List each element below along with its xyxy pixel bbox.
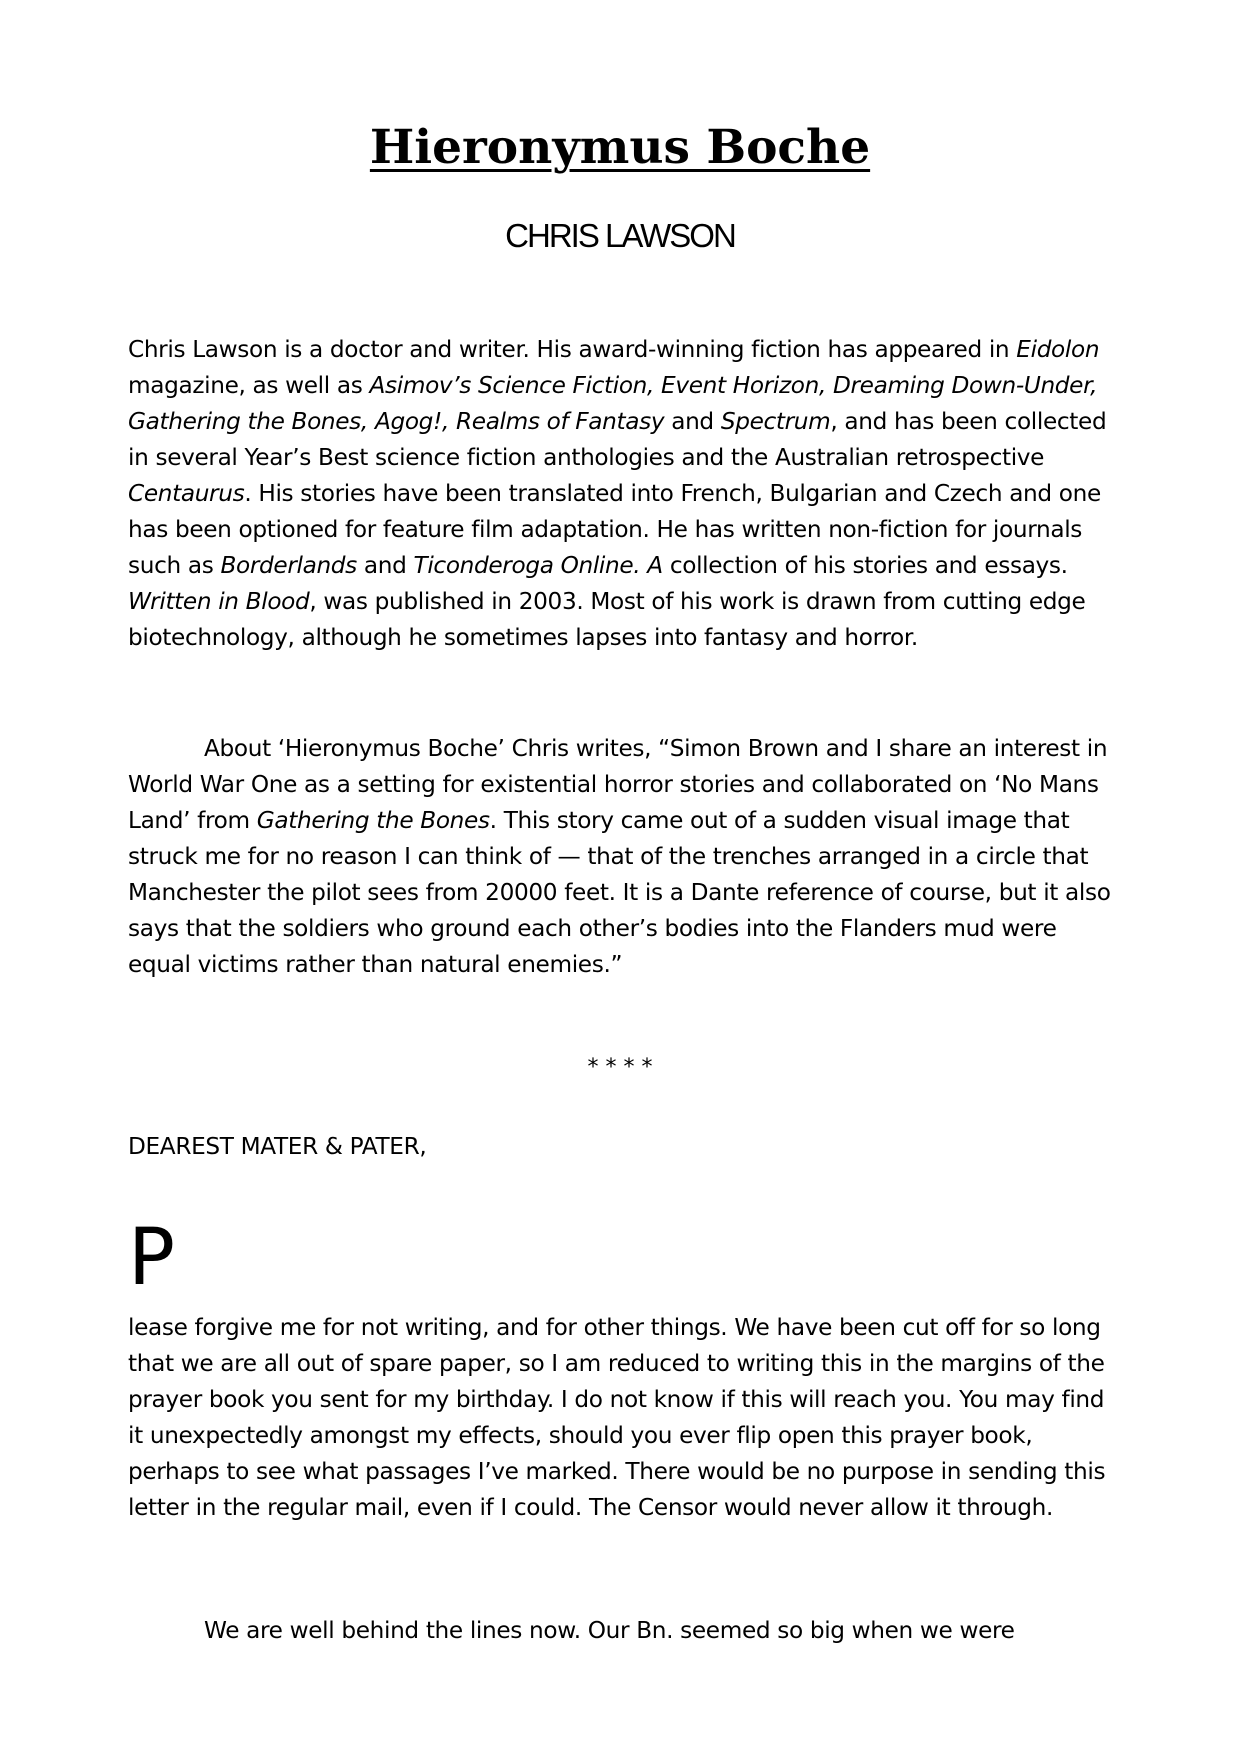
letter-salutation: DEAREST MATER & PATER, bbox=[128, 1133, 427, 1160]
bio-text: and bbox=[664, 408, 721, 435]
story-note-paragraph bbox=[128, 731, 1118, 983]
bio-text: , was published in 2003. Most of his work is drawn from cutting edge biotechnology, although he sometimes lapses into fantasy and horror. bbox=[128, 588, 1086, 651]
note-text: About ‘Hieronymus Boche’ Chris writes, “Simon Brown and I share an interest in World War One as a setting for existential horror stories and collaborated on ‘No Mans Land’ from bbox=[128, 735, 1108, 834]
drop-cap: P bbox=[128, 1213, 176, 1303]
story-title: Hieronymus Boche bbox=[369, 120, 871, 175]
bio-text: . His stories have been translated into French, Bulgarian and Czech and one has been optioned for feature film adaptation. He has written non-fiction for journals such as bbox=[128, 480, 1101, 579]
note-title-italic: Gathering the Bones bbox=[256, 807, 490, 834]
bio-text: , and has been collected in several Year’s Best science fiction anthologies and the Australian retrospective bbox=[128, 408, 1107, 471]
author-bio-paragraph bbox=[128, 332, 1118, 656]
letter-paragraph-1: lease forgive me for not writing, and for other things. We have been cut off for so long that we are all out of spare paper, so I am reduced to writing this in the margins of the prayer book you sent for my birthday. I do not know if this will reach you. You may find it unexpectedly amongst my effects, should you ever flip open this prayer book, perhaps to see what passages I’ve marked. There would be no purpose in sending this letter in the regular mail, even if I could. The Censor would never allow it through. bbox=[128, 1314, 1106, 1521]
bio-text: and bbox=[356, 552, 414, 579]
bio-title-italic: Written in Blood bbox=[128, 588, 310, 615]
bio-text: Chris Lawson is a doctor and writer. His award-winning fiction has appeared in bbox=[128, 336, 1017, 363]
letter-paragraph-2: We are well behind the lines now. Our Bn. seemed so big when we were bbox=[204, 1617, 1015, 1644]
bio-text: collection of his stories and essays. bbox=[662, 552, 1068, 579]
note-text: . This story came out of a sudden visual image that struck me for no reason I can think of — that of the trenches arranged in a circle that Manchester the pilot sees from 20000 feet. It is a Dante reference of course, but it also says that the soldiers who ground each other’s bodies into the Flanders mud were equal victims rather than natural enemies.” bbox=[128, 807, 1111, 978]
bio-title-italic: Asimov’s Science Fiction, Event Horizon, Dreaming Down-Under, Gathering the Bones, Agog!, Realms of Fantasy bbox=[128, 372, 1098, 435]
bio-title-italic: Borderlands bbox=[220, 552, 357, 579]
bio-text: magazine, as well as bbox=[128, 372, 370, 399]
author-name: CHRIS LAWSON bbox=[505, 217, 735, 254]
bio-title-italic: Ticonderoga Online. A bbox=[413, 552, 663, 579]
bio-title-italic: Eidolon bbox=[1016, 336, 1100, 363]
bio-title-italic: Spectrum bbox=[720, 408, 831, 435]
section-separator: * * * * bbox=[587, 1055, 653, 1080]
bio-title-italic: Centaurus bbox=[128, 480, 245, 507]
